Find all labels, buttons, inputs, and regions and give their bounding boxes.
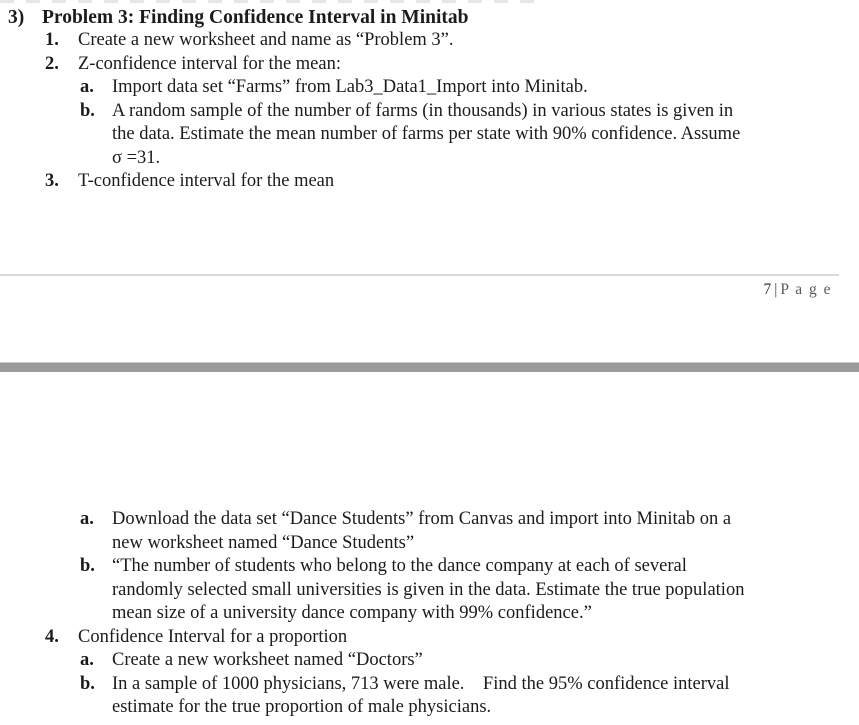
footer-separator-line xyxy=(0,274,839,276)
list-item xyxy=(0,29,859,53)
text-line: Create a new worksheet named “Doctors” xyxy=(112,650,423,670)
text-line: A random sample of the number of farms (in thousands) in various states is given in xyxy=(112,100,734,121)
list-item xyxy=(0,53,859,77)
list-item-marker: 3. xyxy=(45,171,59,191)
page-footer xyxy=(763,280,832,299)
heading-outline-marker: 3) xyxy=(8,7,25,28)
list-item-marker: a. xyxy=(80,650,94,670)
list-item xyxy=(0,508,859,555)
text-line: Import data set “Farms” from Lab3_Data1_Import into Minitab. xyxy=(112,77,588,97)
text-line: Create a new worksheet and name as “Problem 3”. xyxy=(78,30,454,50)
list-item-marker: 2. xyxy=(45,53,59,74)
text-line: Download the data set “Dance Students” from Canvas and import into Minitab on a xyxy=(112,509,732,529)
list-item xyxy=(0,555,859,626)
text-line: Confidence Interval for a proportion xyxy=(78,626,348,647)
list-item-marker: b. xyxy=(80,100,95,121)
list-item xyxy=(0,673,859,720)
list-item-marker: b. xyxy=(80,556,95,576)
page-number: 7 xyxy=(763,281,772,298)
text-line: In a sample of 1000 physicians, 713 were male. Find the 95% confidence interval xyxy=(112,673,730,694)
list-item xyxy=(0,626,859,650)
list-item-marker: 4. xyxy=(45,626,59,647)
text-line: new worksheet named “Dance Students” xyxy=(112,532,415,553)
page7-instruction-list xyxy=(0,29,859,194)
list-item xyxy=(0,649,859,673)
list-item-marker: b. xyxy=(80,673,95,694)
list-item xyxy=(0,76,859,100)
text-line: T-confidence interval for the mean xyxy=(78,171,335,191)
list-item xyxy=(0,100,859,171)
list-item-marker: a. xyxy=(80,77,94,97)
list-item-marker: 1. xyxy=(45,30,59,50)
page-label: P a g e xyxy=(780,281,832,298)
text-line: Z-confidence interval for the mean: xyxy=(78,53,341,74)
text-line: mean size of a university dance company with 99% confidence.” xyxy=(112,603,592,623)
page-break-band xyxy=(0,362,859,372)
text-line: the data. Estimate the mean number of farms per state with 90% confidence. Assume xyxy=(112,124,741,144)
list-item xyxy=(0,170,859,194)
text-line: estimate for the true proportion of male physicians. xyxy=(112,697,492,717)
footer-divider: | xyxy=(774,281,778,298)
text-line: randomly selected small universities is given in the data. Estimate the true population xyxy=(112,579,745,600)
text-line: σ =31. xyxy=(112,147,161,168)
page8-instruction-list xyxy=(0,508,859,720)
heading-title: Problem 3: Finding Confidence Interval in Minitab xyxy=(42,7,469,28)
list-item-marker: a. xyxy=(80,509,94,529)
text-line: “The number of students who belong to the dance company at each of several xyxy=(112,556,687,576)
cropped-text-artifact xyxy=(0,0,540,3)
